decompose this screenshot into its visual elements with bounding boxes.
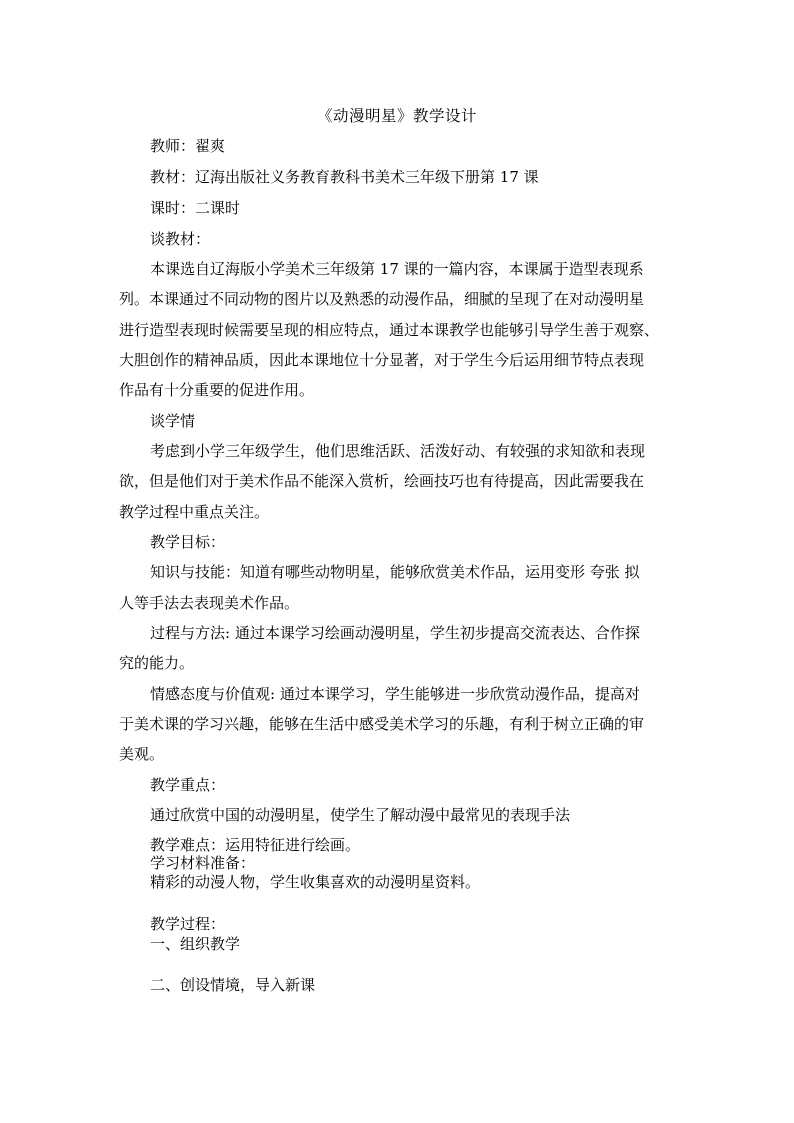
heading-textbook: 谈教材： [150,230,211,248]
heading-materials: 学习材料准备： [150,854,256,872]
paragraph-line: 列。本课通过不同动物的图片以及熟悉的动漫作品，细腻的呈现了在对动漫明星 [119,290,645,308]
heading-key-points: 教学重点： [150,776,226,794]
process-step-1: 一、组织教学 [150,935,241,953]
paragraph-line: 大胆创作的精神品质，因此本课地位十分显著，对于学生今后运用细节特点表现 [119,351,645,369]
paragraph-line: 作品有十分重要的促进作用。 [119,381,315,399]
paragraph-line: 进行造型表现时候需要呈现的相应特点，通过本课教学也能够引导学生善于观察、 [119,321,660,339]
paragraph-line: 美观。 [119,745,165,763]
paragraph-line: 情感态度与价值观: 通过本课学习，学生能够进一步欣赏动漫作品，提高对 [150,685,640,703]
paragraph-line: 究的能力。 [119,654,195,672]
teacher-line: 教师：翟爽 [150,137,226,155]
paragraph-line: 过程与方法: 通过本课学习绘画动漫明星，学生初步提高交流表达、合作探 [150,624,640,642]
paragraph-line: 欲，但是他们对于美术作品不能深入赏析，绘画技巧也有待提高，因此需要我在 [119,472,645,490]
paragraph-line: 人等手法去表现美术作品。 [119,594,300,612]
process-step-2: 二、创设情境，导入新课 [150,976,316,994]
key-points-text: 通过欣赏中国的动漫明星，使学生了解动漫中最常见的表现手法 [150,806,571,824]
heading-students: 谈学情 [150,412,196,430]
paragraph-line: 知识与技能：知道有哪些动物明星，能够欣赏美术作品，运用变形 夸张 拟 [150,563,640,581]
heading-goals: 教学目标： [150,533,226,551]
hours-line: 课时：二课时 [150,199,241,217]
paragraph-line: 于美术课的学习兴趣，能够在生活中感受美术学习的乐趣，有利于树立正确的审 [119,715,645,733]
difficulty-line: 教学难点：运用特征进行绘画。 [150,836,361,854]
heading-process: 教学过程： [150,915,226,933]
paragraph-line: 本课选自辽海版小学美术三年级第 17 课的一篇内容，本课属于造型表现系 [150,260,644,278]
document-title: 《动漫明星》教学设计 [316,107,477,125]
textbook-line: 教材：辽海出版社义务教育教科书美术三年级下册第 17 课 [150,168,539,186]
paragraph-line: 教学过程中重点关注。 [119,503,270,521]
paragraph-line: 考虑到小学三年级学生，他们思维活跃、活泼好动、有较强的求知欲和表现 [150,442,646,460]
materials-text: 精彩的动漫人物，学生收集喜欢的动漫明星资料。 [150,873,481,891]
